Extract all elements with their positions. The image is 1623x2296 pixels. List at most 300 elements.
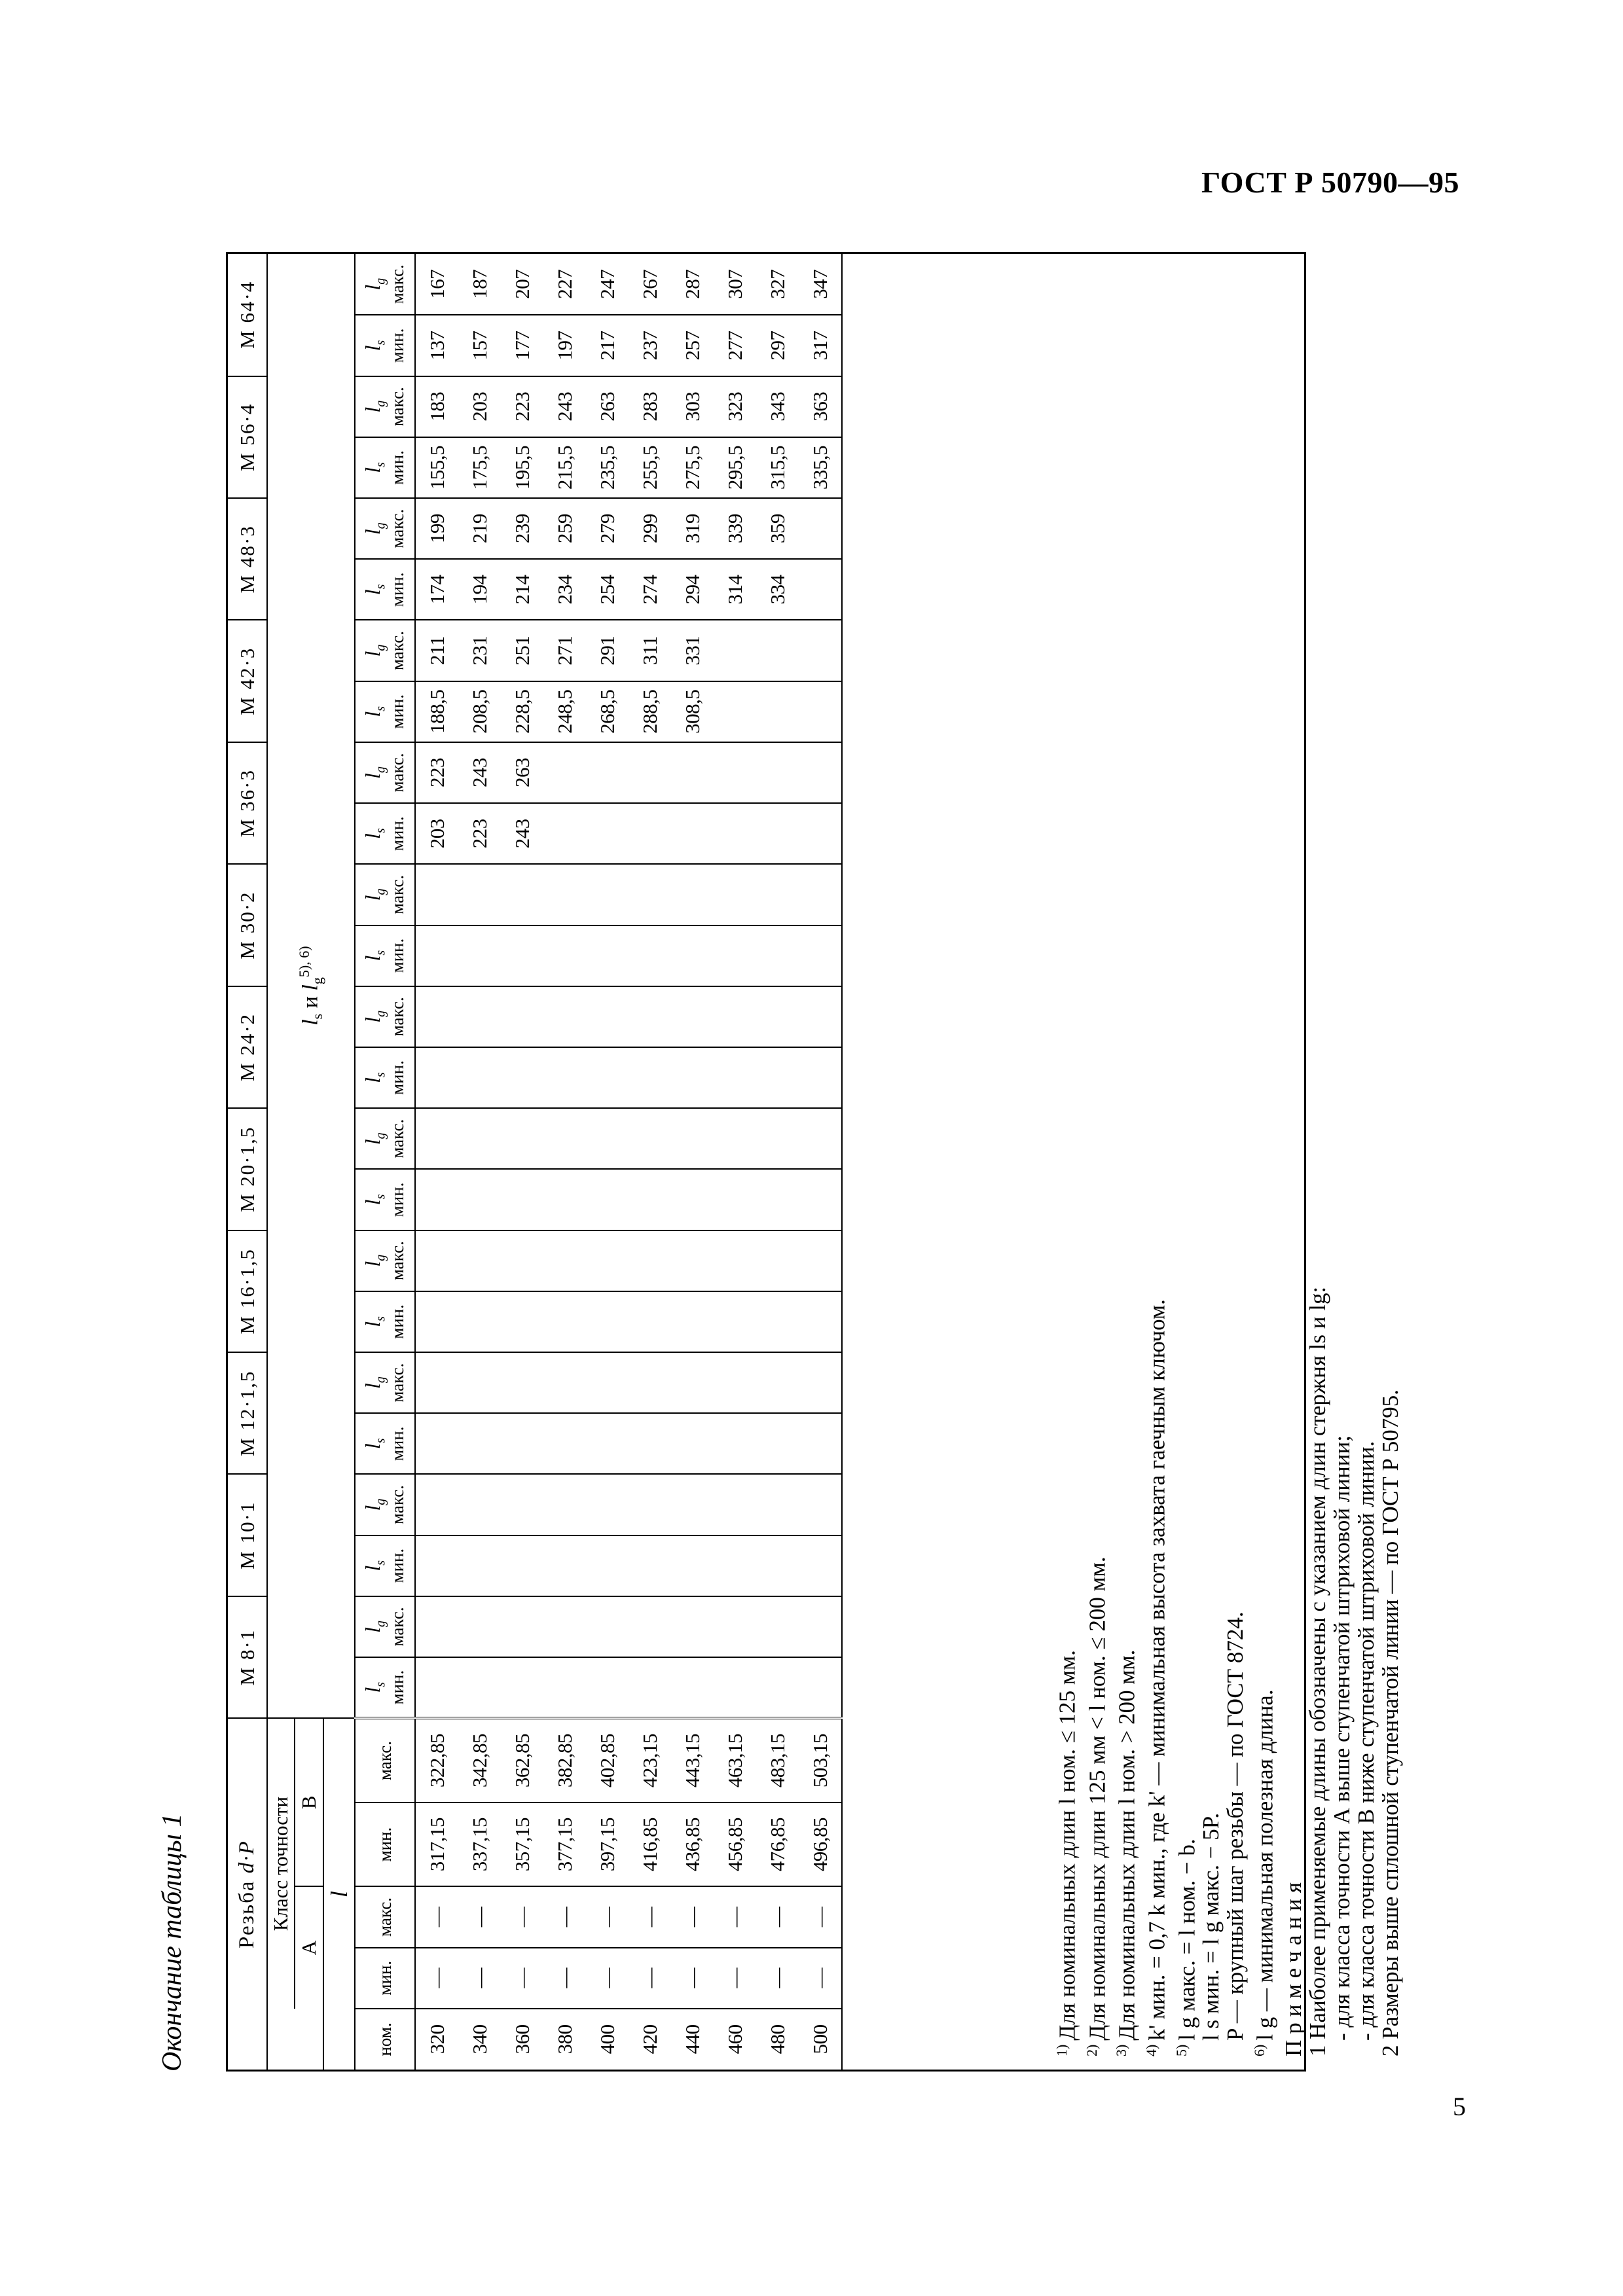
cell-m56-lg: 263 — [586, 376, 629, 437]
cell-empty — [501, 1352, 543, 1413]
cell-b-min: 456,85 — [714, 1803, 756, 1887]
cell-m56-ls: 335,5 — [799, 437, 842, 498]
sub-lg-max: $l_g$ макс. — [355, 620, 415, 681]
cell-empty — [501, 1291, 543, 1352]
cell-m64-lg: 207 — [501, 254, 543, 315]
cell-m36-ls — [799, 803, 842, 864]
cell-b-max: 382,85 — [543, 1718, 586, 1803]
cell-empty — [671, 1047, 714, 1108]
cell-empty — [415, 1047, 458, 1108]
cell-empty — [799, 864, 842, 925]
cell-m56-ls: 155,5 — [415, 437, 458, 498]
cell-b-min: 317,15 — [415, 1803, 458, 1887]
cell-empty — [586, 1535, 629, 1596]
cell-a-min: — — [586, 1948, 629, 2009]
cell-b-max: 322,85 — [415, 1718, 458, 1803]
cell-m56-lg: 183 — [415, 376, 458, 437]
cell-m64-lg: 227 — [543, 254, 586, 315]
cell-empty — [501, 1596, 543, 1657]
cell-m64-ls: 277 — [714, 315, 756, 376]
cell-b-min: 476,85 — [756, 1803, 799, 1887]
class-a-label: A — [295, 1886, 323, 2008]
cell-empty — [458, 1108, 501, 1169]
cell-b-max: 342,85 — [458, 1718, 501, 1803]
table-row — [543, 254, 586, 2070]
cell-empty — [629, 1474, 671, 1535]
cell-a-max: — — [629, 1886, 671, 1947]
cell-b-min: 496,85 — [799, 1803, 842, 1887]
sub-ls-min: $l_s$ мин. — [355, 437, 415, 498]
cell-empty — [501, 1535, 543, 1596]
cell-a-max: — — [799, 1886, 842, 1947]
sub-ls-min: $l_s$ мин. — [355, 559, 415, 620]
footnote-5-line-2: l s мин. = l g макс. − 5P. — [1198, 1812, 1224, 2041]
cell-a-max: — — [671, 1886, 714, 1947]
cell-b-min: 377,15 — [543, 1803, 586, 1887]
cell-m56-ls: 195,5 — [501, 437, 543, 498]
sub-lg-max: $l_g$ макс. — [355, 986, 415, 1047]
cell-m42-ls: 188,5 — [415, 681, 458, 742]
cell-empty — [714, 1047, 756, 1108]
cell-empty — [458, 1474, 501, 1535]
cell-m56-ls: 215,5 — [543, 437, 586, 498]
cell-a-max: — — [586, 1886, 629, 1947]
cell-m36-lg — [671, 742, 714, 803]
cell-empty — [458, 1657, 501, 1718]
cell-empty — [756, 1596, 799, 1657]
cell-empty — [799, 1413, 842, 1474]
cell-m48-lg: 319 — [671, 498, 714, 559]
cell-empty — [458, 925, 501, 986]
sub-ls-min: $l_s$ мин. — [355, 315, 415, 376]
cell-empty — [415, 925, 458, 986]
thread-m64: M 64·4 — [228, 254, 267, 376]
cell-m56-lg: 323 — [714, 376, 756, 437]
cell-empty — [501, 925, 543, 986]
cell-nom: 500 — [799, 2009, 842, 2070]
cell-b-max: 483,15 — [756, 1718, 799, 1803]
cell-empty — [756, 1047, 799, 1108]
cell-empty — [714, 864, 756, 925]
cell-m48-lg: 339 — [714, 498, 756, 559]
cell-empty — [629, 925, 671, 986]
thread-m56: M 56·4 — [228, 376, 267, 498]
ls-lg-header: $l_s$ и $l_g^{5), 6)}$ — [267, 254, 355, 1718]
l-symbol: l — [323, 1718, 355, 2070]
cell-empty — [586, 1047, 629, 1108]
sub-lg-max: $l_g$ макс. — [355, 864, 415, 925]
cell-empty — [543, 986, 586, 1047]
cell-empty — [714, 1352, 756, 1413]
col-a-max: макс. — [355, 1886, 415, 1947]
sub-lg-max: $l_g$ макс. — [355, 254, 415, 315]
sub-lg-max: $l_g$ макс. — [355, 1352, 415, 1413]
cell-empty — [799, 925, 842, 986]
cell-empty — [586, 925, 629, 986]
cell-empty — [714, 1291, 756, 1352]
cell-m64-ls: 237 — [629, 315, 671, 376]
cell-b-max: 402,85 — [586, 1718, 629, 1803]
notes-heading: Примечания — [1280, 1876, 1306, 2056]
cell-nom: 460 — [714, 2009, 756, 2070]
cell-empty — [586, 1657, 629, 1718]
cell-m56-lg: 223 — [501, 376, 543, 437]
cell-empty — [501, 864, 543, 925]
cell-m48-lg: 279 — [586, 498, 629, 559]
cell-empty — [458, 986, 501, 1047]
cell-m64-ls: 197 — [543, 315, 586, 376]
table-row — [458, 254, 501, 2070]
note-2: 2 Размеры выше сплошной ступенчатой линии — по ГОСТ Р 50795. — [1377, 1390, 1403, 2056]
cell-empty — [586, 1352, 629, 1413]
sub-lg-max: $l_g$ макс. — [355, 742, 415, 803]
cell-m64-ls: 177 — [501, 315, 543, 376]
cell-empty — [458, 1413, 501, 1474]
thread-m20: M 20·1,5 — [228, 1108, 267, 1230]
sub-ls-min: $l_s$ мин. — [355, 1535, 415, 1596]
cell-empty — [756, 1169, 799, 1230]
cell-a-min: — — [501, 1948, 543, 2009]
cell-empty — [671, 1413, 714, 1474]
cell-b-max: 443,15 — [671, 1718, 714, 1803]
thread-m10: M 10·1 — [228, 1474, 267, 1596]
class-b-label: B — [295, 1718, 323, 1886]
cell-empty — [671, 1291, 714, 1352]
cell-empty — [501, 1047, 543, 1108]
footnote-3: $^{3)}$Для номинальных длин l ном. > 200 мм. — [1113, 1649, 1140, 2056]
cell-empty — [671, 864, 714, 925]
cell-m36-ls — [543, 803, 586, 864]
cell-m48-ls: 314 — [714, 559, 756, 620]
footnote-1: $^{1)}$Для номинальных длин l ном. ≤ 125 мм. — [1053, 1650, 1080, 2056]
cell-empty — [756, 864, 799, 925]
cell-a-min: — — [756, 1948, 799, 2009]
cell-m64-ls: 217 — [586, 315, 629, 376]
cell-empty — [714, 1596, 756, 1657]
cell-m56-ls: 175,5 — [458, 437, 501, 498]
cell-empty — [586, 1108, 629, 1169]
cell-nom: 380 — [543, 2009, 586, 2070]
cell-m36-ls — [671, 803, 714, 864]
thread-label-cell — [228, 1718, 267, 2070]
table-body — [415, 254, 842, 2070]
cell-empty — [799, 1596, 842, 1657]
cell-nom: 320 — [415, 2009, 458, 2070]
cell-empty — [543, 1352, 586, 1413]
cell-empty — [415, 1535, 458, 1596]
cell-m64-lg: 287 — [671, 254, 714, 315]
cell-empty — [501, 1169, 543, 1230]
cell-m48-ls: 294 — [671, 559, 714, 620]
note-1b: - для класса точности В ниже ступенчатой штриховой линии. — [1353, 1441, 1379, 2041]
cell-empty — [714, 1413, 756, 1474]
cell-m56-lg: 243 — [543, 376, 586, 437]
cell-m48-ls — [799, 559, 842, 620]
cell-empty — [543, 1535, 586, 1596]
footnote-5: $^{5)}$l g макс. = l ном. − b. — [1173, 1839, 1200, 2056]
cell-nom: 360 — [501, 2009, 543, 2070]
cell-empty — [458, 1352, 501, 1413]
notes-section — [1049, 289, 1402, 2056]
cell-empty — [415, 1108, 458, 1169]
page-number: 5 — [1453, 2092, 1466, 2121]
cell-empty — [629, 1230, 671, 1291]
cell-empty — [415, 986, 458, 1047]
cell-m56-ls: 275,5 — [671, 437, 714, 498]
cell-empty — [629, 1291, 671, 1352]
cell-empty — [714, 1474, 756, 1535]
table-row — [756, 254, 799, 2070]
cell-m36-lg: 223 — [415, 742, 458, 803]
table-row — [714, 254, 756, 2070]
cell-a-min: — — [415, 1948, 458, 2009]
table-row — [799, 254, 842, 2070]
cell-empty — [714, 1230, 756, 1291]
table-row — [671, 254, 714, 2070]
note-1: 1 Наиболее применяемые длины обозначены с указанием длин стержня ls и lg: — [1304, 1286, 1330, 2056]
cell-m42-lg — [756, 620, 799, 681]
cell-empty — [756, 1291, 799, 1352]
cell-m36-ls — [714, 803, 756, 864]
cell-empty — [415, 1657, 458, 1718]
sub-ls-min: $l_s$ мин. — [355, 1291, 415, 1352]
cell-nom: 400 — [586, 2009, 629, 2070]
cell-a-min: — — [629, 1948, 671, 2009]
cell-empty — [586, 864, 629, 925]
cell-empty — [671, 1596, 714, 1657]
cell-empty — [543, 1230, 586, 1291]
cell-m56-lg: 303 — [671, 376, 714, 437]
sub-lg-max: $l_g$ макс. — [355, 1230, 415, 1291]
cell-empty — [543, 1047, 586, 1108]
cell-m36-ls — [586, 803, 629, 864]
cell-empty — [586, 1413, 629, 1474]
sub-lg-max: $l_g$ макс. — [355, 1474, 415, 1535]
cell-a-min: — — [799, 1948, 842, 2009]
footnote-2: $^{2)}$Для номинальных длин 125 мм < l ном. ≤ 200 мм. — [1083, 1556, 1110, 2056]
cell-empty — [756, 986, 799, 1047]
cell-m42-ls: 228,5 — [501, 681, 543, 742]
cell-empty — [671, 1535, 714, 1596]
col-b-max: макс. — [355, 1718, 415, 1803]
cell-a-max: — — [543, 1886, 586, 1947]
cell-m56-lg: 283 — [629, 376, 671, 437]
cell-empty — [799, 1535, 842, 1596]
cell-empty — [799, 1169, 842, 1230]
cell-b-min: 357,15 — [501, 1803, 543, 1887]
cell-m56-lg: 343 — [756, 376, 799, 437]
sub-ls-min: $l_s$ мин. — [355, 925, 415, 986]
cell-empty — [799, 1352, 842, 1413]
cell-empty — [756, 1413, 799, 1474]
cell-empty — [543, 1474, 586, 1535]
cell-b-min: 397,15 — [586, 1803, 629, 1887]
cell-m42-ls: 248,5 — [543, 681, 586, 742]
cell-m48-lg: 299 — [629, 498, 671, 559]
cell-empty — [543, 925, 586, 986]
cell-b-min: 436,85 — [671, 1803, 714, 1887]
cell-empty — [756, 1230, 799, 1291]
cell-empty — [415, 1474, 458, 1535]
cell-empty — [629, 1169, 671, 1230]
cell-empty — [629, 986, 671, 1047]
cell-empty — [543, 1657, 586, 1718]
cell-m36-ls — [629, 803, 671, 864]
cell-empty — [543, 1169, 586, 1230]
cell-b-min: 337,15 — [458, 1803, 501, 1887]
cell-m42-ls: 308,5 — [671, 681, 714, 742]
cell-m42-lg: 211 — [415, 620, 458, 681]
cell-m64-lg: 267 — [629, 254, 671, 315]
dimensions-table — [228, 254, 843, 2070]
cell-empty — [586, 1596, 629, 1657]
table-row — [415, 254, 458, 2070]
cell-empty — [458, 1535, 501, 1596]
sub-ls-min: $l_s$ мин. — [355, 1169, 415, 1230]
cell-empty — [458, 1291, 501, 1352]
sub-lg-max: $l_g$ макс. — [355, 376, 415, 437]
thread-m30: M 30·2 — [228, 864, 267, 986]
cell-a-max: — — [756, 1886, 799, 1947]
cell-empty — [543, 864, 586, 925]
cell-m48-ls: 214 — [501, 559, 543, 620]
footnote-5-line-3: P — крупный шаг резьбы — по ГОСТ 8724. — [1222, 1611, 1249, 2041]
thread-m48: M 48·3 — [228, 498, 267, 620]
cell-empty — [671, 925, 714, 986]
cell-m36-ls — [756, 803, 799, 864]
cell-m42-lg — [799, 620, 842, 681]
thread-m16: M 16·1,5 — [228, 1230, 267, 1352]
cell-empty — [586, 1230, 629, 1291]
cell-m36-lg: 243 — [458, 742, 501, 803]
footnote-4: $^{4)}$k' мин. = 0,7 k мин., где k' — минимальная высота захвата гаечным ключом. — [1142, 1299, 1170, 2056]
cell-m36-lg — [543, 742, 586, 803]
cell-m48-lg: 219 — [458, 498, 501, 559]
col-a-min: мин. — [355, 1948, 415, 2009]
cell-empty — [458, 1230, 501, 1291]
cell-empty — [799, 1230, 842, 1291]
thread-m24: M 24·2 — [228, 986, 267, 1108]
cell-empty — [586, 1291, 629, 1352]
cell-m42-ls — [799, 681, 842, 742]
sub-lg-max: $l_g$ макс. — [355, 498, 415, 559]
cell-m48-ls: 334 — [756, 559, 799, 620]
cell-empty — [714, 925, 756, 986]
cell-empty — [501, 1413, 543, 1474]
cell-empty — [756, 1535, 799, 1596]
cell-empty — [458, 1596, 501, 1657]
thread-formula: d·P — [235, 1840, 259, 1874]
cell-m48-lg: 359 — [756, 498, 799, 559]
cell-empty — [756, 1108, 799, 1169]
thread-header-row — [228, 254, 267, 2070]
table-row — [586, 254, 629, 2070]
cell-empty — [458, 864, 501, 925]
cell-empty — [629, 1047, 671, 1108]
cell-m48-lg — [799, 498, 842, 559]
cell-m42-lg: 291 — [586, 620, 629, 681]
cell-empty — [671, 1657, 714, 1718]
cell-empty — [714, 1108, 756, 1169]
cell-m42-ls — [756, 681, 799, 742]
cell-m64-lg: 347 — [799, 254, 842, 315]
cell-empty — [756, 1657, 799, 1718]
cell-empty — [714, 986, 756, 1047]
col-nom: ном. — [355, 2009, 415, 2070]
cell-m42-lg: 311 — [629, 620, 671, 681]
cell-m42-lg: 251 — [501, 620, 543, 681]
cell-m64-ls: 297 — [756, 315, 799, 376]
cell-empty — [501, 986, 543, 1047]
cell-empty — [671, 1230, 714, 1291]
cell-b-max: 503,15 — [799, 1718, 842, 1803]
cell-empty — [671, 1108, 714, 1169]
cell-empty — [714, 1169, 756, 1230]
sub-ls-min: $l_s$ мин. — [355, 1047, 415, 1108]
cell-empty — [671, 986, 714, 1047]
cell-a-min: — — [543, 1948, 586, 2009]
cell-m56-ls: 255,5 — [629, 437, 671, 498]
cell-empty — [586, 986, 629, 1047]
cell-empty — [543, 1108, 586, 1169]
cell-empty — [799, 1291, 842, 1352]
cell-m36-lg — [586, 742, 629, 803]
cell-empty — [799, 986, 842, 1047]
cell-empty — [586, 1474, 629, 1535]
table-caption: Окончание таблицы 1 — [157, 1813, 187, 2072]
cell-m36-lg — [756, 742, 799, 803]
sub-lg-max: $l_g$ макс. — [355, 1108, 415, 1169]
cell-a-max: — — [501, 1886, 543, 1947]
sub-lg-max: $l_g$ макс. — [355, 1596, 415, 1657]
cell-empty — [799, 1047, 842, 1108]
cell-empty — [671, 1474, 714, 1535]
cell-m48-ls: 254 — [586, 559, 629, 620]
cell-empty — [629, 1596, 671, 1657]
cell-m56-ls: 315,5 — [756, 437, 799, 498]
cell-m64-lg: 187 — [458, 254, 501, 315]
cell-m36-ls: 243 — [501, 803, 543, 864]
cell-empty — [501, 1230, 543, 1291]
cell-m36-lg — [799, 742, 842, 803]
cell-empty — [415, 1169, 458, 1230]
document-code: ГОСТ Р 50790—95 — [1201, 166, 1459, 199]
cell-m36-ls: 203 — [415, 803, 458, 864]
thread-m12: M 12·1,5 — [228, 1352, 267, 1474]
cell-m64-lg: 247 — [586, 254, 629, 315]
cell-nom: 440 — [671, 2009, 714, 2070]
cell-b-max: 362,85 — [501, 1718, 543, 1803]
cell-a-min: — — [458, 1948, 501, 2009]
cell-m56-ls: 235,5 — [586, 437, 629, 498]
cell-empty — [543, 1413, 586, 1474]
cell-m42-lg: 331 — [671, 620, 714, 681]
thread-label: Резьба — [235, 1880, 259, 1948]
cell-m64-lg: 327 — [756, 254, 799, 315]
cell-m64-lg: 167 — [415, 254, 458, 315]
cell-m48-ls: 234 — [543, 559, 586, 620]
cell-empty — [629, 1108, 671, 1169]
cell-empty — [671, 1169, 714, 1230]
cell-empty — [714, 1535, 756, 1596]
cell-a-min: — — [714, 1948, 756, 2009]
cell-m64-ls: 157 — [458, 315, 501, 376]
cell-m56-lg: 203 — [458, 376, 501, 437]
thread-m36: M 36·3 — [228, 742, 267, 864]
cell-empty — [415, 1230, 458, 1291]
cell-m48-lg: 239 — [501, 498, 543, 559]
cell-m36-ls: 223 — [458, 803, 501, 864]
